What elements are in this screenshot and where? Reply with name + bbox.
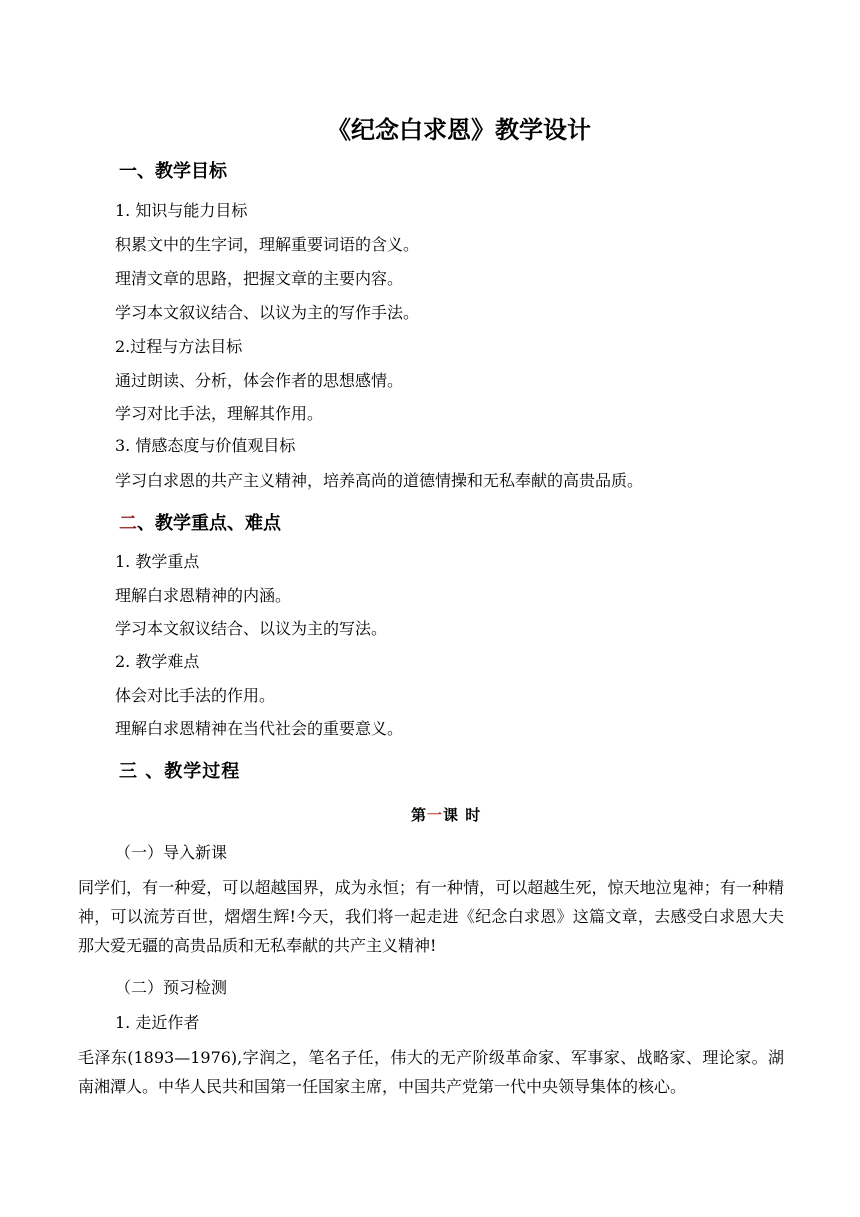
- lesson-label-a: 第: [411, 806, 428, 824]
- goal1-item: 积累文中的生字词，理解重要词语的含义。: [115, 235, 420, 254]
- author-paragraph: 毛泽东(1893—1976),字润之，笔名子任，伟大的无产阶级革命家、军事家、战略家、理论家。湖南湘潭人。中华人民共和国第一任国家主席，中国共产党第一代中央领导集体的核心。: [78, 1048, 784, 1096]
- goal1-title: 1. 知识与能力目标: [115, 201, 248, 220]
- intro-title: （一）导入新课: [115, 843, 228, 862]
- author-title: 1. 走近作者: [115, 1013, 200, 1032]
- difficulty-item: 体会对比手法的作用。: [115, 686, 276, 705]
- difficulty-title: 2. 教学难点: [115, 652, 200, 671]
- lesson-label-c: 课 时: [443, 806, 482, 824]
- section-heading-keypoints: [119, 512, 281, 536]
- goal1-item: 学习本文叙议结合、以议为主的写作手法。: [115, 303, 420, 322]
- lesson-label: [411, 805, 481, 825]
- key-item: 理解白求恩精神的内涵。: [115, 586, 292, 605]
- goal1-item: 理清文章的思路，把握文章的主要内容。: [115, 269, 404, 288]
- goal3-title: 3. 情感态度与价值观目标: [115, 436, 296, 455]
- section-heading-goals: 一、教学目标: [119, 161, 227, 182]
- goal2-title: 2.过程与方法目标: [115, 337, 243, 356]
- lesson-label-number: 一: [427, 806, 444, 824]
- section-heading-number: 二: [119, 513, 137, 534]
- intro-paragraph: 同学们，有一种爱，可以超越国界，成为永恒；有一种情，可以超越生死，惊天地泣鬼神；有一种精神，可以流芳百世，熠熠生辉!今天，我们将一起走进《纪念白求恩》这篇文章，去感受白求恩大夫那大爱无疆的高贵品质和无私奉献的共产主义精神!: [78, 878, 784, 955]
- goal2-item: 学习对比手法，理解其作用。: [115, 404, 324, 423]
- key-item: 学习本文叙议结合、以议为主的写法。: [115, 619, 388, 638]
- section-heading-process: 三 、教学过程: [119, 761, 241, 782]
- page-title: 《纪念白求恩》教学设计: [327, 116, 591, 144]
- difficulty-item: 理解白求恩精神在当代社会的重要意义。: [115, 719, 404, 738]
- preview-title: （二）预习检测: [115, 978, 228, 997]
- goal3-item: 学习白求恩的共产主义精神，培养高尚的道德情操和无私奉献的高贵品质。: [115, 471, 644, 490]
- key-title: 1. 教学重点: [115, 552, 200, 571]
- goal2-item: 通过朗读、分析，体会作者的思想感情。: [115, 371, 404, 390]
- section-heading-text: 、教学重点、难点: [137, 513, 281, 534]
